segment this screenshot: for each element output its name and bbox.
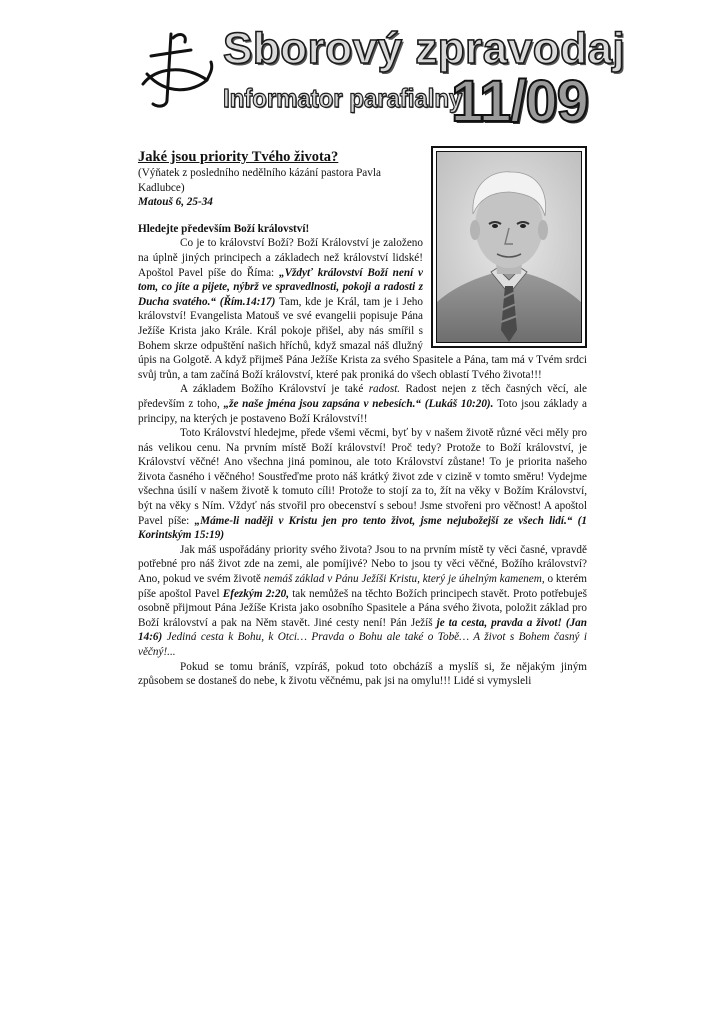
paragraph — [138, 543, 587, 660]
text-run: tak nemůžeš na těchto Božích principech stavět. Proto potřebuješ osobně přijmout Pána Ježíše Krista jako osobního Spasitele a Pána svého života, položit základ pro Boží království a pak na Něm stavět. Jiné cesty není! Pán Ježíš — [138, 587, 588, 629]
text-run: „Máme-li naději v Kristu jen pro tento život, jsme nejubožejší ze všech lidí.“ (1 Korintským 15:19) — [138, 514, 587, 542]
text-run: Pokud se tomu bráníš, vzpíráš, pokud toto obcházíš a myslíš si, že nějakým jiným způsobem se dostaneš do nebe, k životu věčnému, pak jsi na omylu!!! Lidé si vymysleli — [138, 660, 587, 688]
text-run: radost. — [368, 383, 401, 396]
paragraph — [138, 426, 587, 543]
issue-number: 11/09 — [451, 69, 588, 134]
text-run: Efezkým 2:20, — [222, 587, 290, 600]
pastor-photo-frame — [431, 146, 587, 348]
text-run: Toto jsou základy a principy, na kterých je postaveno Boží Království!! — [138, 397, 588, 425]
portrait-image — [437, 152, 581, 342]
newsletter-subtitle: Informator parafialny — [223, 83, 463, 113]
text-run: „Vždyť království Boží není v tom, co jíte a pijete, nýbrž ve spravedlnosti, pokoji a radosti z Ducha svatého.“ (Řím.14:17) — [138, 266, 423, 308]
bible-reference: Matouš 6, 25-34 — [138, 196, 213, 209]
article-headline: Jaké jsou priority Tvého života? — [138, 149, 339, 165]
paragraph — [138, 660, 587, 689]
text-run: o kterém píše apoštol Pavel — [138, 573, 587, 600]
newsletter-title: Sborový zpravodaj — [223, 24, 626, 73]
article — [138, 146, 587, 689]
section-heading: Hledejte především Boží království! — [138, 222, 310, 235]
text-run: nemáš základ v Pánu Ježíši Kristu, který je úhelným kamenem, — [263, 573, 545, 586]
article-subline: (Výňatek z posledního nedělního kázání pastora Pavla Kadlubce) — [138, 167, 381, 194]
pastor-photo — [436, 151, 582, 343]
masthead — [137, 20, 626, 134]
text-run: Jak máš uspořádány priority svého života? Jsou to na prvním místě ty věci časné, vpravdě potřebné pro náš život zde na zemi, ale pomíjivé? Nebo to jsou ty věci věčné, Božího království? Ano, pokud ve svém životě — [138, 543, 587, 586]
text-run: je ta cesta, pravda a život! (Jan 14:6) — [138, 616, 587, 644]
text-run: „že naše jména jsou zapsána v nebesích.“ (Lukáš 10:20). — [223, 397, 494, 410]
paragraph — [138, 382, 587, 426]
text-run: A základem Božího Království je také — [180, 383, 369, 396]
text-run: Toto Království hledejme, přede všemi věcmi, byť by v našem životě různé věci měly pro nás velikou cenu. Na prvním místě Boží království! Proč tedy? Protože to Boží království, je Království věčné! Ano všechna jiná pominou, ale toto Království zůstane! To je priorita našeho života časného i věčného! Soustřeďme proto náš krátký život zde v cizině v tomto směru! Vydejme všechna úsilí v našem životě k tomuto cíli! Protože to stojí za to, žít na věky v Božím Království, být na věky s Ním. Vždyť nás stvořil pro obecenství s sebou! Jsme stvořeni pro věčnost! A apoštol Pavel píše: — [138, 427, 587, 527]
text-run: Tam, kde je Král, tam je i Jeho království! Evangelista Matouš ve své evangelii popisuje Pána Ježíše Krista jako Krále. Král pokoje přišel, aby nás smířil s Bohem skrze odpuštění našich hříchů, když smazal náš dlužný úpis na Golgotě. A když přijmeš Pána Ježíše Krista za svého Spasitele a Pána, tam má v Tvém srdci svůj trůn, a tam začíná Boží království, které pak proniká do všech oblastí Tvého života!!! — [138, 295, 587, 381]
cross-fish-logo-icon — [137, 28, 215, 112]
text-run: Co je to království Boží? Boží Království je založeno na úplně jiných principech a základech než království lidské! Apoštol Pavel píše do Říma: — [138, 237, 423, 279]
text-run: Radost nejen z těch časných věcí, ale především z toho, — [138, 383, 587, 410]
text-run: Jediná cesta k Bohu, k Otci… Pravda o Bohu ale také o Tobě… A život s Bohem časný i věčný!... — [138, 631, 588, 658]
